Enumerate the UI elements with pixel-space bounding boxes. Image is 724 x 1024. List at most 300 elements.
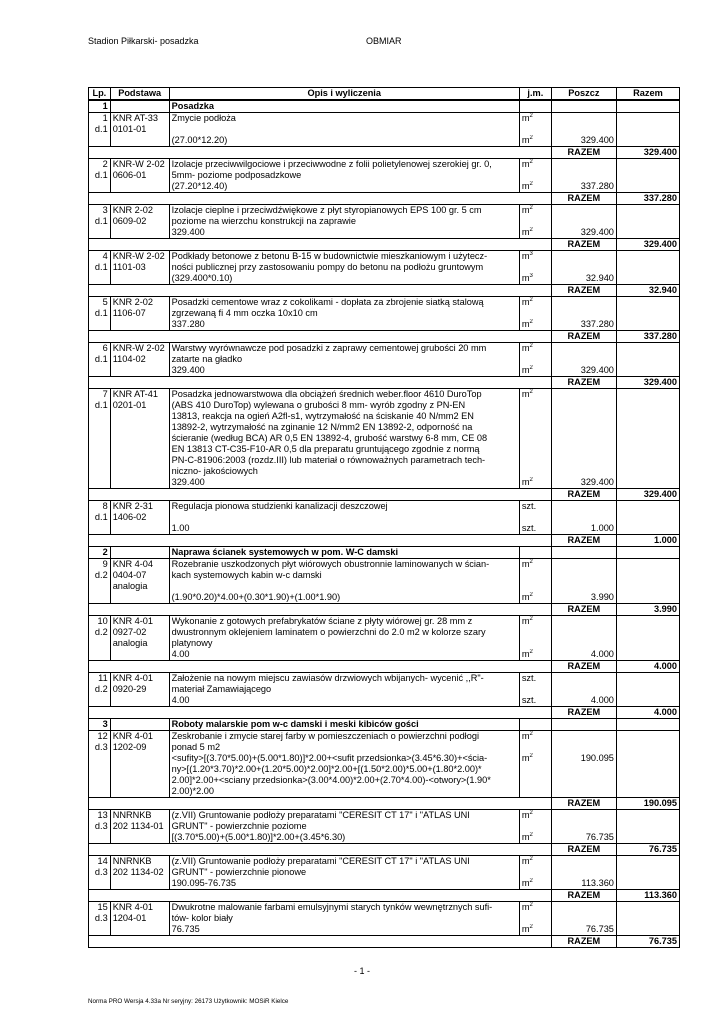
item-podstawa: 0101-01 bbox=[112, 124, 147, 134]
item-opis-cell bbox=[169, 389, 519, 489]
sum-label: RAZEM bbox=[551, 285, 616, 297]
item-podstawa-cell bbox=[110, 902, 169, 936]
item-quantity: 4.000 bbox=[590, 695, 614, 705]
item-unit: $m^2$ bbox=[521, 389, 533, 399]
item-quantity bbox=[554, 501, 614, 512]
section-jm-cell bbox=[519, 547, 551, 559]
table-row bbox=[89, 902, 680, 936]
sum-row bbox=[89, 147, 680, 159]
item-opis-line: niczno- jakościowych bbox=[171, 466, 258, 476]
sum-empty-cell bbox=[89, 285, 552, 297]
item-opis-cell bbox=[169, 113, 519, 147]
item-unit: $m^2$ bbox=[521, 649, 533, 659]
item-opis-line: ności publicznej przy zastosowaniu pompy do betonu na podłożu gruntowym bbox=[171, 262, 484, 272]
item-opis-cell bbox=[169, 501, 519, 535]
item-quantity bbox=[554, 433, 614, 444]
sum-row bbox=[89, 489, 680, 501]
item-quantity bbox=[554, 902, 614, 913]
section-poszcz-cell bbox=[551, 547, 616, 559]
item-quantity bbox=[554, 400, 614, 411]
item-unit bbox=[522, 742, 549, 753]
item-podstawa: KNR-W 2-02 bbox=[112, 343, 165, 353]
table-row bbox=[89, 810, 680, 844]
item-unit bbox=[522, 867, 549, 878]
item-quantity bbox=[554, 205, 614, 216]
table-row bbox=[89, 159, 680, 193]
item-podstawa: 1202-09 bbox=[112, 742, 147, 752]
item-opis-line: 329.400 bbox=[171, 365, 205, 375]
item-poszcz-cell bbox=[551, 559, 616, 604]
sum-empty-cell bbox=[89, 377, 552, 389]
item-quantity bbox=[554, 455, 614, 466]
item-lp: d.1 bbox=[94, 308, 108, 318]
column-header-opis: Opis i wyliczenia bbox=[169, 88, 519, 101]
item-podstawa: KNR 2-02 bbox=[112, 297, 154, 307]
item-podstawa: KNR 2-02 bbox=[112, 205, 154, 215]
item-razem-cell bbox=[616, 251, 679, 285]
sum-row bbox=[89, 239, 680, 251]
item-lp-cell bbox=[89, 616, 111, 661]
sum-value: 4.000 bbox=[616, 661, 679, 673]
sum-row bbox=[89, 193, 680, 205]
item-opis-line: (z.VII) Gruntowanie podłoży preparatami "CERESIT CT 17" i "ATLAS UNI bbox=[171, 810, 470, 820]
item-lp: 14 bbox=[97, 856, 108, 866]
sum-empty-cell bbox=[89, 193, 552, 205]
item-lp-cell bbox=[89, 856, 111, 890]
item-unit bbox=[522, 913, 549, 924]
item-opis-line: Zeskrobanie i zmycie starej farby w pomieszczeniach o powierzchni podłogi bbox=[171, 731, 479, 741]
section-row bbox=[89, 547, 680, 559]
item-podstawa: KNR 4-01 bbox=[112, 673, 154, 683]
item-jm-cell bbox=[519, 343, 551, 377]
item-quantity bbox=[554, 512, 614, 523]
item-podstawa-cell bbox=[110, 810, 169, 844]
item-unit: $m^2$ bbox=[521, 731, 533, 741]
item-jm-cell bbox=[519, 205, 551, 239]
item-opis-line: poziome na wierzchu konstrukcji na zaprawie bbox=[171, 216, 356, 226]
item-lp: d.2 bbox=[94, 684, 108, 694]
sum-empty-cell bbox=[89, 147, 552, 159]
item-unit bbox=[522, 821, 549, 832]
item-lp: d.1 bbox=[94, 512, 108, 522]
item-podstawa-cell bbox=[110, 616, 169, 661]
item-podstawa: KNR 4-04 bbox=[112, 559, 154, 569]
item-quantity bbox=[554, 124, 614, 135]
item-lp-cell bbox=[89, 389, 111, 489]
sum-label: RAZEM bbox=[551, 147, 616, 159]
section-number: 3 bbox=[89, 719, 111, 731]
item-razem-cell bbox=[616, 389, 679, 489]
item-quantity: 329.400 bbox=[580, 477, 614, 487]
item-opis-cell bbox=[169, 616, 519, 661]
item-poszcz-cell bbox=[551, 731, 616, 798]
item-unit: $m^2$ bbox=[521, 902, 533, 912]
item-unit bbox=[522, 627, 549, 638]
item-lp-cell bbox=[89, 731, 111, 798]
sum-label: RAZEM bbox=[551, 239, 616, 251]
item-poszcz-cell bbox=[551, 856, 616, 890]
sum-value: 337.280 bbox=[616, 331, 679, 343]
measurement-table bbox=[88, 87, 680, 948]
item-opis-line: Dwukrotne malowanie farbami emulsyjnymi starych tynków wewnętrznych sufi- bbox=[171, 902, 493, 912]
item-quantity bbox=[554, 113, 614, 124]
item-opis-line: GRUNT" - powierzchnie poziome bbox=[171, 821, 307, 831]
item-jm-cell bbox=[519, 616, 551, 661]
item-quantity: 329.400 bbox=[580, 365, 614, 375]
item-poszcz-cell bbox=[551, 389, 616, 489]
item-podstawa: analogia bbox=[112, 638, 148, 648]
item-quantity bbox=[554, 731, 614, 742]
item-opis-line: 1.00 bbox=[171, 523, 190, 533]
item-quantity bbox=[554, 673, 614, 684]
section-poszcz-cell bbox=[551, 719, 616, 731]
item-opis-cell bbox=[169, 205, 519, 239]
sum-label: RAZEM bbox=[551, 331, 616, 343]
sum-row bbox=[89, 535, 680, 547]
item-quantity bbox=[554, 354, 614, 365]
sum-value: 329.400 bbox=[616, 147, 679, 159]
item-opis-cell bbox=[169, 902, 519, 936]
sum-value: 329.400 bbox=[616, 489, 679, 501]
item-quantity: 4.000 bbox=[590, 649, 614, 659]
item-quantity bbox=[554, 913, 614, 924]
item-quantity bbox=[554, 742, 614, 753]
sum-row bbox=[89, 844, 680, 856]
item-razem-cell bbox=[616, 673, 679, 707]
item-opis-line: 329.400 bbox=[171, 477, 205, 487]
item-unit: $m^2$ bbox=[521, 113, 533, 123]
item-quantity bbox=[554, 308, 614, 319]
item-poszcz-cell bbox=[551, 297, 616, 331]
item-razem-cell bbox=[616, 159, 679, 193]
item-quantity bbox=[554, 786, 614, 797]
sum-label: RAZEM bbox=[551, 661, 616, 673]
item-lp: d.1 bbox=[94, 400, 108, 410]
item-unit bbox=[522, 581, 549, 592]
item-quantity: 329.400 bbox=[580, 227, 614, 237]
item-opis-line: dwustronnym oklejeniem laminatem o powierzchni do 2.0 m2 w kolorze szary bbox=[171, 627, 486, 637]
sum-row bbox=[89, 604, 680, 616]
item-quantity bbox=[554, 775, 614, 786]
item-quantity bbox=[554, 627, 614, 638]
table-row bbox=[89, 731, 680, 798]
item-unit bbox=[522, 786, 549, 797]
item-opis-line: 4.00 bbox=[171, 649, 190, 659]
item-opis-line: Warstwy wyrównawcze pod posadzki z zaprawy cementowej grubości 20 mm bbox=[171, 343, 487, 353]
item-opis-line: 329.400 bbox=[171, 227, 205, 237]
item-quantity: 190.095 bbox=[580, 753, 614, 763]
item-opis-line: Podkłady betonowe z betonu B-15 w budownictwie mieszkaniowym i użytecz- bbox=[171, 251, 488, 261]
item-opis-cell bbox=[169, 731, 519, 798]
item-podstawa: KNR AT-33 bbox=[112, 113, 158, 123]
item-lp: 10 bbox=[97, 616, 108, 626]
item-podstawa: KNR-W 2-02 bbox=[112, 159, 165, 169]
item-opis-line: ścieranie (według BCA) AR 0,5 EN 13892-4, grubość warstwy 6-8 mm, CE 08 bbox=[171, 433, 488, 443]
item-razem-cell bbox=[616, 810, 679, 844]
item-podstawa: NNRNKB bbox=[112, 856, 152, 866]
item-unit bbox=[522, 262, 549, 273]
item-lp: d.3 bbox=[94, 821, 108, 831]
item-quantity: 113.360 bbox=[581, 878, 614, 888]
sum-value: 3.990 bbox=[616, 604, 679, 616]
item-unit: $m^2$ bbox=[521, 181, 533, 191]
item-podstawa: KNR 4-01 bbox=[112, 731, 154, 741]
item-jm-cell bbox=[519, 810, 551, 844]
item-unit bbox=[522, 466, 549, 477]
sum-empty-cell bbox=[89, 489, 552, 501]
sum-label: RAZEM bbox=[551, 844, 616, 856]
item-poszcz-cell bbox=[551, 501, 616, 535]
item-quantity: 1.000 bbox=[590, 523, 614, 533]
sum-label: RAZEM bbox=[551, 193, 616, 205]
item-lp: 15 bbox=[97, 902, 108, 912]
sum-value: 76.735 bbox=[616, 844, 679, 856]
sum-label: RAZEM bbox=[551, 535, 616, 547]
item-opis-line: platynowy bbox=[171, 638, 213, 648]
item-podstawa-cell bbox=[110, 113, 169, 147]
item-opis-line: Posadzki cementowe wraz z cokolikami - dopłata za zbrojenie siatką stalową bbox=[171, 297, 484, 307]
item-opis-line: tów- kolor biały bbox=[171, 913, 233, 923]
item-podstawa: KNR AT-41 bbox=[112, 389, 158, 399]
item-opis-cell bbox=[169, 559, 519, 604]
item-podstawa-cell bbox=[110, 731, 169, 798]
item-quantity bbox=[554, 343, 614, 354]
item-razem-cell bbox=[616, 559, 679, 604]
item-unit: $m^2$ bbox=[521, 343, 533, 353]
item-podstawa: KNR 2-31 bbox=[112, 501, 154, 511]
item-jm-cell bbox=[519, 856, 551, 890]
table-row bbox=[89, 389, 680, 489]
item-quantity bbox=[554, 764, 614, 775]
item-lp: d.1 bbox=[94, 354, 108, 364]
item-poszcz-cell bbox=[551, 159, 616, 193]
item-jm-cell bbox=[519, 559, 551, 604]
item-lp: 9 bbox=[102, 559, 108, 569]
sum-empty-cell bbox=[89, 604, 552, 616]
sum-label: RAZEM bbox=[551, 890, 616, 902]
section-title: Roboty malarskie pom w-c damski i meski kibiców gości bbox=[169, 719, 519, 731]
item-podstawa: KNR-W 2-02 bbox=[112, 251, 165, 261]
item-lp: d.3 bbox=[94, 913, 108, 923]
item-unit bbox=[522, 455, 549, 466]
sum-row bbox=[89, 890, 680, 902]
item-podstawa: 202 1134-02 bbox=[112, 867, 164, 877]
item-lp-cell bbox=[89, 297, 111, 331]
item-poszcz-cell bbox=[551, 810, 616, 844]
item-jm-cell bbox=[519, 159, 551, 193]
item-razem-cell bbox=[616, 205, 679, 239]
item-opis-line: ponad 5 m2 bbox=[171, 742, 221, 752]
section-number: 1 bbox=[89, 100, 111, 113]
sum-empty-cell bbox=[89, 661, 552, 673]
item-lp: 8 bbox=[102, 501, 108, 511]
item-quantity: 32.940 bbox=[585, 273, 614, 283]
table-row bbox=[89, 856, 680, 890]
table-row bbox=[89, 673, 680, 707]
item-quantity bbox=[554, 251, 614, 262]
item-poszcz-cell bbox=[551, 205, 616, 239]
item-unit bbox=[522, 444, 549, 455]
item-poszcz-cell bbox=[551, 251, 616, 285]
sum-label: RAZEM bbox=[551, 489, 616, 501]
sum-value: 329.400 bbox=[616, 377, 679, 389]
item-lp: 1 bbox=[102, 113, 108, 123]
item-lp: 11 bbox=[98, 673, 108, 683]
item-unit: $m^2$ bbox=[521, 365, 533, 375]
item-unit bbox=[522, 638, 549, 649]
item-lp-cell bbox=[89, 559, 111, 604]
item-lp: 3 bbox=[102, 205, 108, 215]
item-unit: $m^3$ bbox=[521, 251, 533, 261]
item-razem-cell bbox=[616, 856, 679, 890]
item-podstawa: NNRNKB bbox=[112, 810, 152, 820]
item-lp: 5 bbox=[102, 297, 108, 307]
item-quantity bbox=[554, 170, 614, 181]
item-opis-line: (27.00*12.20) bbox=[171, 135, 228, 145]
item-opis-line: (z.VII) Gruntowanie podłoży preparatami "CERESIT CT 17" i "ATLAS UNI bbox=[171, 856, 470, 866]
item-unit: $m^2$ bbox=[521, 319, 533, 329]
item-opis-cell bbox=[169, 856, 519, 890]
item-quantity bbox=[554, 638, 614, 649]
item-podstawa-cell bbox=[110, 297, 169, 331]
item-opis-line: Izolacje przeciwwilgociowe i przeciwwodne z folii polietylenowej szerokiej gr. 0, bbox=[171, 159, 492, 169]
item-quantity bbox=[554, 559, 614, 570]
item-podstawa-cell bbox=[110, 251, 169, 285]
item-lp: d.1 bbox=[94, 216, 108, 226]
item-opis-line: (1.90*0.20)*4.00+(0.30*1.90)+(1.00*1.90) bbox=[171, 592, 341, 602]
item-quantity bbox=[554, 159, 614, 170]
item-quantity bbox=[554, 570, 614, 581]
sum-label: RAZEM bbox=[551, 377, 616, 389]
item-lp-cell bbox=[89, 343, 111, 377]
item-lp-cell bbox=[89, 159, 111, 193]
table-row bbox=[89, 501, 680, 535]
item-unit: $m^2$ bbox=[521, 227, 533, 237]
item-opis-line: 13892-2, wytrzymałość na zginanie 12 N/mm2 EN 13892-2, odporność na bbox=[171, 422, 473, 432]
section-row bbox=[89, 100, 680, 113]
section-razem-cell bbox=[616, 100, 679, 113]
item-opis-line: Zmycie podłoża bbox=[171, 113, 236, 123]
item-unit: $m^2$ bbox=[521, 135, 533, 145]
item-lp: 6 bbox=[102, 343, 108, 353]
section-row bbox=[89, 719, 680, 731]
sum-value: 190.095 bbox=[616, 798, 679, 810]
item-podstawa: 1101-03 bbox=[112, 262, 146, 272]
section-number: 2 bbox=[89, 547, 111, 559]
column-header-podstawa: Podstawa bbox=[110, 88, 169, 101]
item-opis-line: ny>[(1.20*3.70)*2.00+(1.20*5.00)*2.00]*2.00+[(1.50*2.00)*5.00+(1.80*2.00)* bbox=[171, 764, 482, 774]
item-opis-line: 76.735 bbox=[171, 924, 200, 934]
column-header-lp: Lp. bbox=[89, 88, 111, 101]
item-lp: d.3 bbox=[94, 742, 108, 752]
item-lp: d.2 bbox=[94, 627, 108, 637]
item-podstawa-cell bbox=[110, 673, 169, 707]
item-quantity bbox=[554, 616, 614, 627]
item-lp: d.1 bbox=[94, 124, 108, 134]
sum-empty-cell bbox=[89, 890, 552, 902]
item-unit: $m^2$ bbox=[521, 205, 533, 215]
sum-value: 76.735 bbox=[616, 936, 679, 948]
item-quantity bbox=[554, 856, 614, 867]
item-lp: d.2 bbox=[94, 570, 108, 580]
item-unit bbox=[522, 400, 549, 411]
item-lp-cell bbox=[89, 810, 111, 844]
item-opis-line: (27.20*12.40) bbox=[171, 181, 228, 191]
item-unit: $m^2$ bbox=[521, 159, 533, 169]
item-unit: szt. bbox=[521, 673, 537, 683]
section-poszcz-cell bbox=[551, 100, 616, 113]
item-lp-cell bbox=[89, 673, 111, 707]
item-podstawa: 0920-29 bbox=[112, 684, 147, 694]
item-jm-cell bbox=[519, 902, 551, 936]
item-opis-line: EN 13813 CT-C35-F10-AR 0,5 dla preparatu gruntującego zgodnie z normą bbox=[171, 444, 480, 454]
item-opis-cell bbox=[169, 251, 519, 285]
item-podstawa: KNR 4-01 bbox=[112, 902, 154, 912]
item-opis-line: (329.400*0.10) bbox=[171, 273, 233, 283]
item-lp: d.1 bbox=[94, 170, 108, 180]
item-lp: d.3 bbox=[94, 867, 108, 877]
section-podstawa-cell bbox=[110, 547, 169, 559]
sum-row bbox=[89, 936, 680, 948]
item-opis-cell bbox=[169, 810, 519, 844]
item-razem-cell bbox=[616, 113, 679, 147]
item-unit bbox=[522, 570, 549, 581]
section-title: Posadzka bbox=[169, 100, 519, 113]
item-podstawa: KNR 4-01 bbox=[112, 616, 154, 626]
item-quantity: 329.400 bbox=[580, 135, 614, 145]
sum-label: RAZEM bbox=[551, 604, 616, 616]
table-row bbox=[89, 297, 680, 331]
sum-empty-cell bbox=[89, 798, 552, 810]
item-podstawa-cell bbox=[110, 856, 169, 890]
item-unit bbox=[522, 764, 549, 775]
sum-row bbox=[89, 331, 680, 343]
item-lp: 12 bbox=[97, 731, 108, 741]
item-lp: 7 bbox=[102, 389, 108, 399]
item-unit bbox=[522, 512, 549, 523]
item-quantity: 3.990 bbox=[590, 592, 614, 602]
item-quantity bbox=[554, 422, 614, 433]
item-podstawa: 0404-07 bbox=[112, 570, 147, 580]
item-quantity: 76.735 bbox=[585, 832, 614, 842]
item-quantity bbox=[554, 684, 614, 695]
item-podstawa: analogia bbox=[112, 581, 148, 591]
item-poszcz-cell bbox=[551, 902, 616, 936]
table-row bbox=[89, 559, 680, 604]
sum-empty-cell bbox=[89, 844, 552, 856]
item-unit: $m^2$ bbox=[521, 878, 533, 888]
software-footer-note: Norma PRO Wersja 4.33a Nr seryjny: 26173 Użytkownik: MOSiR Kielce bbox=[88, 998, 289, 1005]
item-jm-cell bbox=[519, 501, 551, 535]
column-header-razem: Razem bbox=[616, 88, 679, 101]
item-opis-line bbox=[172, 512, 517, 523]
item-quantity bbox=[554, 411, 614, 422]
item-opis-cell bbox=[169, 159, 519, 193]
item-podstawa: 0201-01 bbox=[112, 400, 147, 410]
item-opis-line: materiał Zamawiającego bbox=[171, 684, 272, 694]
item-unit: $m^3$ bbox=[521, 273, 533, 283]
sum-value: 337.280 bbox=[616, 193, 679, 205]
item-opis-line: Posadzka jednowarstwowa dla obciążeń średnich weber.floor 4610 DuroTop bbox=[171, 389, 482, 399]
item-poszcz-cell bbox=[551, 343, 616, 377]
item-unit: $m^2$ bbox=[521, 297, 533, 307]
sum-empty-cell bbox=[89, 936, 552, 948]
section-jm-cell bbox=[519, 719, 551, 731]
item-podstawa: 1204-01 bbox=[112, 913, 147, 923]
item-quantity bbox=[554, 581, 614, 592]
item-podstawa-cell bbox=[110, 205, 169, 239]
item-lp: 13 bbox=[97, 810, 108, 820]
